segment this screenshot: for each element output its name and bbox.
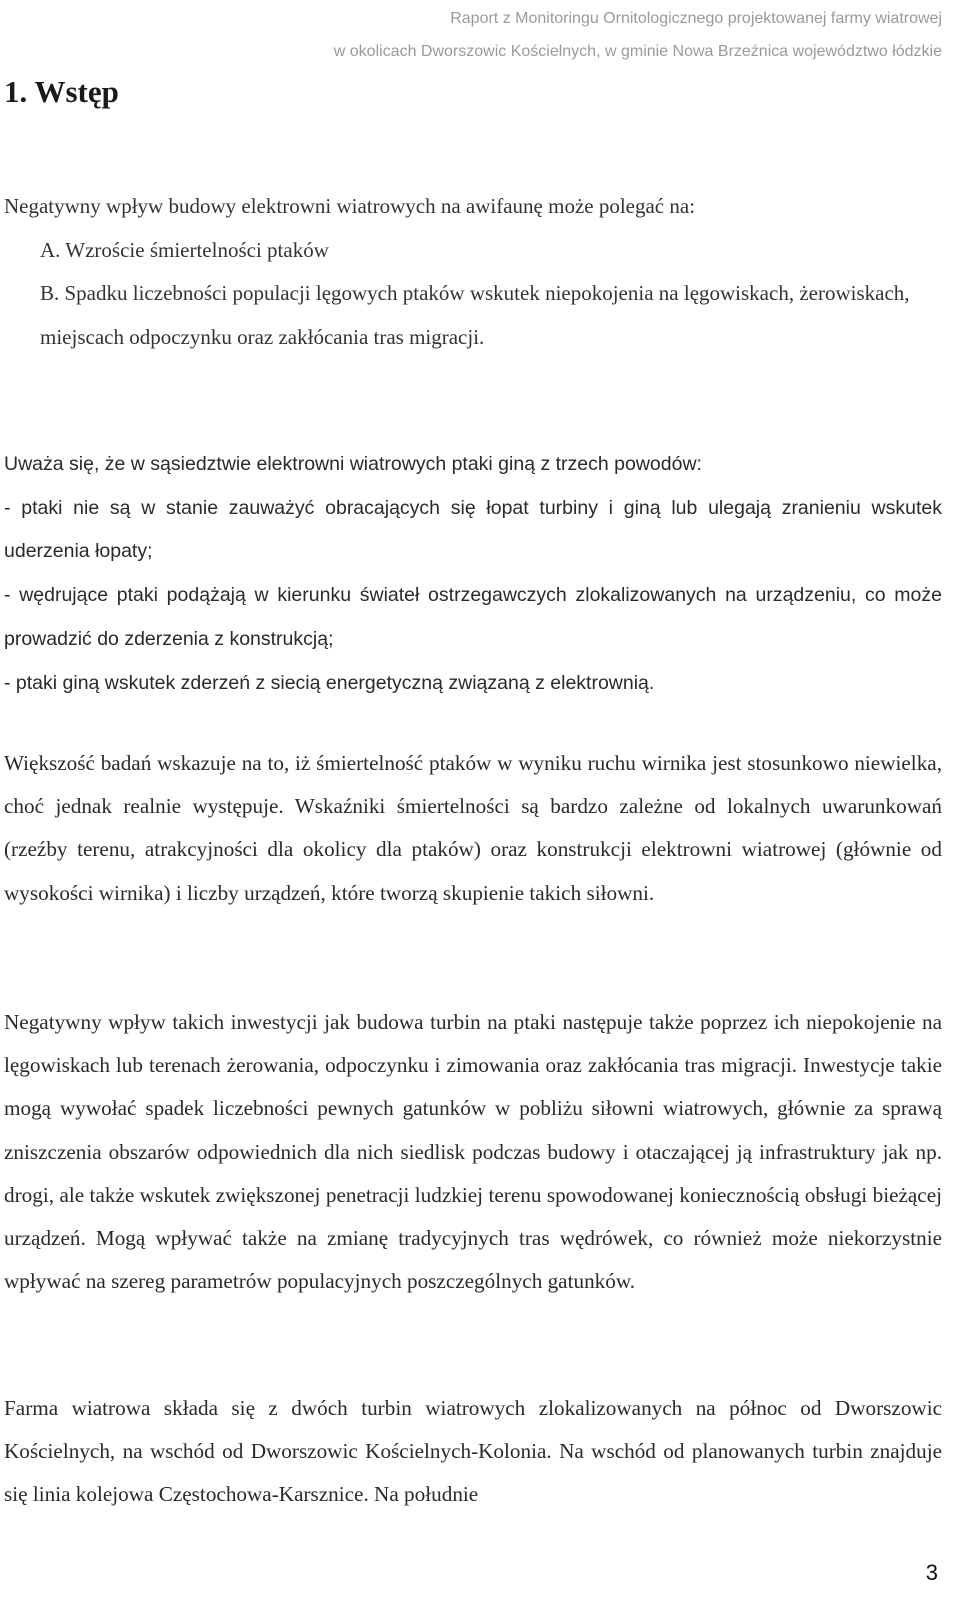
running-header (334, 2, 942, 68)
header-line-1: Raport z Monitoringu Ornitologicznego projektowanej farmy wiatrowej (450, 10, 942, 27)
reasons-block (4, 443, 942, 705)
header-line-2: w okolicach Dworszowic Kościelnych, w gminie Nowa Brzeźnica województwo łódzkie (333, 43, 942, 60)
paragraph-farm-location: Farma wiatrowa składa się z dwóch turbin wiatrowych zlokalizowanych na północ od Dworszowic Kościelnych, na wschód od Dworszowic Kościelnych-Kolonia. Na wschód od planowanych turbin znajduje się linia kolejowa Częstochowa-Karsznice. Na południe (4, 1396, 942, 1507)
intro-block (4, 185, 942, 359)
section-heading: 1. Wstęp (4, 74, 119, 109)
paragraph-disturbance: Negatywny wpływ takich inwestycji jak budowa turbin na ptaki następuje także poprzez ich niepokojenie na lęgowiskach lub terenach żerowania, odpoczynku i zimowania oraz zakłócania tras migracji. Inwestycje takie mogą wywołać spadek liczebności pewnych gatunków w pobliżu siłowni wiatrowych, głównie za sprawą zniszczenia obszarów odpowiednich dla nich siedlisk podczas budowy i otaczającej ją infrastruktury jak np. drogi, ale także wskutek zwiększonej penetracji ludzkiej terenu spowodowanej koniecznością obsługi bieżącej urządzeń. Mogą wpływać także na zmianę tradycyjnych tras wędrówek, co również może niekorzystnie wpływać na szereg parametrów populacyjnych poszczególnych gatunków. (4, 1010, 942, 1294)
reason-item-2: - wędrujące ptaki podążają w kierunku świateł ostrzegawczych zlokalizowanych na urządzeniu, co może prowadzić do zderzenia z konstrukcją; (4, 584, 942, 650)
intro-lead: Negatywny wpływ budowy elektrowni wiatrowych na awifaunę może polegać na: (4, 194, 696, 218)
reason-item-3: - ptaki giną wskutek zderzeń z siecią energetyczną związaną z elektrownią. (4, 671, 655, 694)
intro-item-a: A. Wzroście śmiertelności ptaków (40, 237, 329, 262)
intro-item-b: B. Spadku liczebności populacji lęgowych ptaków wskutek niepokojenia na lęgowiskach, żerowiskach, miejscach odpoczynku oraz zakłócania tras migracji. (40, 281, 910, 349)
reason-item-1: - ptaki nie są w stanie zauważyć obracających się łopat turbiny i giną lub ulegają zranieniu wskutek uderzenia łopaty; (4, 496, 942, 563)
page-number: 3 (925, 1560, 938, 1585)
paragraph-mortality: Większość badań wskazuje na to, iż śmiertelność ptaków w wyniku ruchu wirnika jest stosunkowo niewielka, choć jednak realnie występuje. Wskaźniki śmiertelności są bardzo zależne od lokalnych uwarunkowań (rzeźby terenu, atrakcyjności dla okolicy dla ptaków) oraz konstrukcji elektrowni wiatrowej (głównie od wysokości wirnika) i liczby urządzeń, które tworzą skupienie takich siłowni. (4, 751, 942, 905)
reasons-lead: Uważa się, że w sąsiedztwie elektrowni wiatrowych ptaki giną z trzech powodów: (4, 453, 702, 475)
